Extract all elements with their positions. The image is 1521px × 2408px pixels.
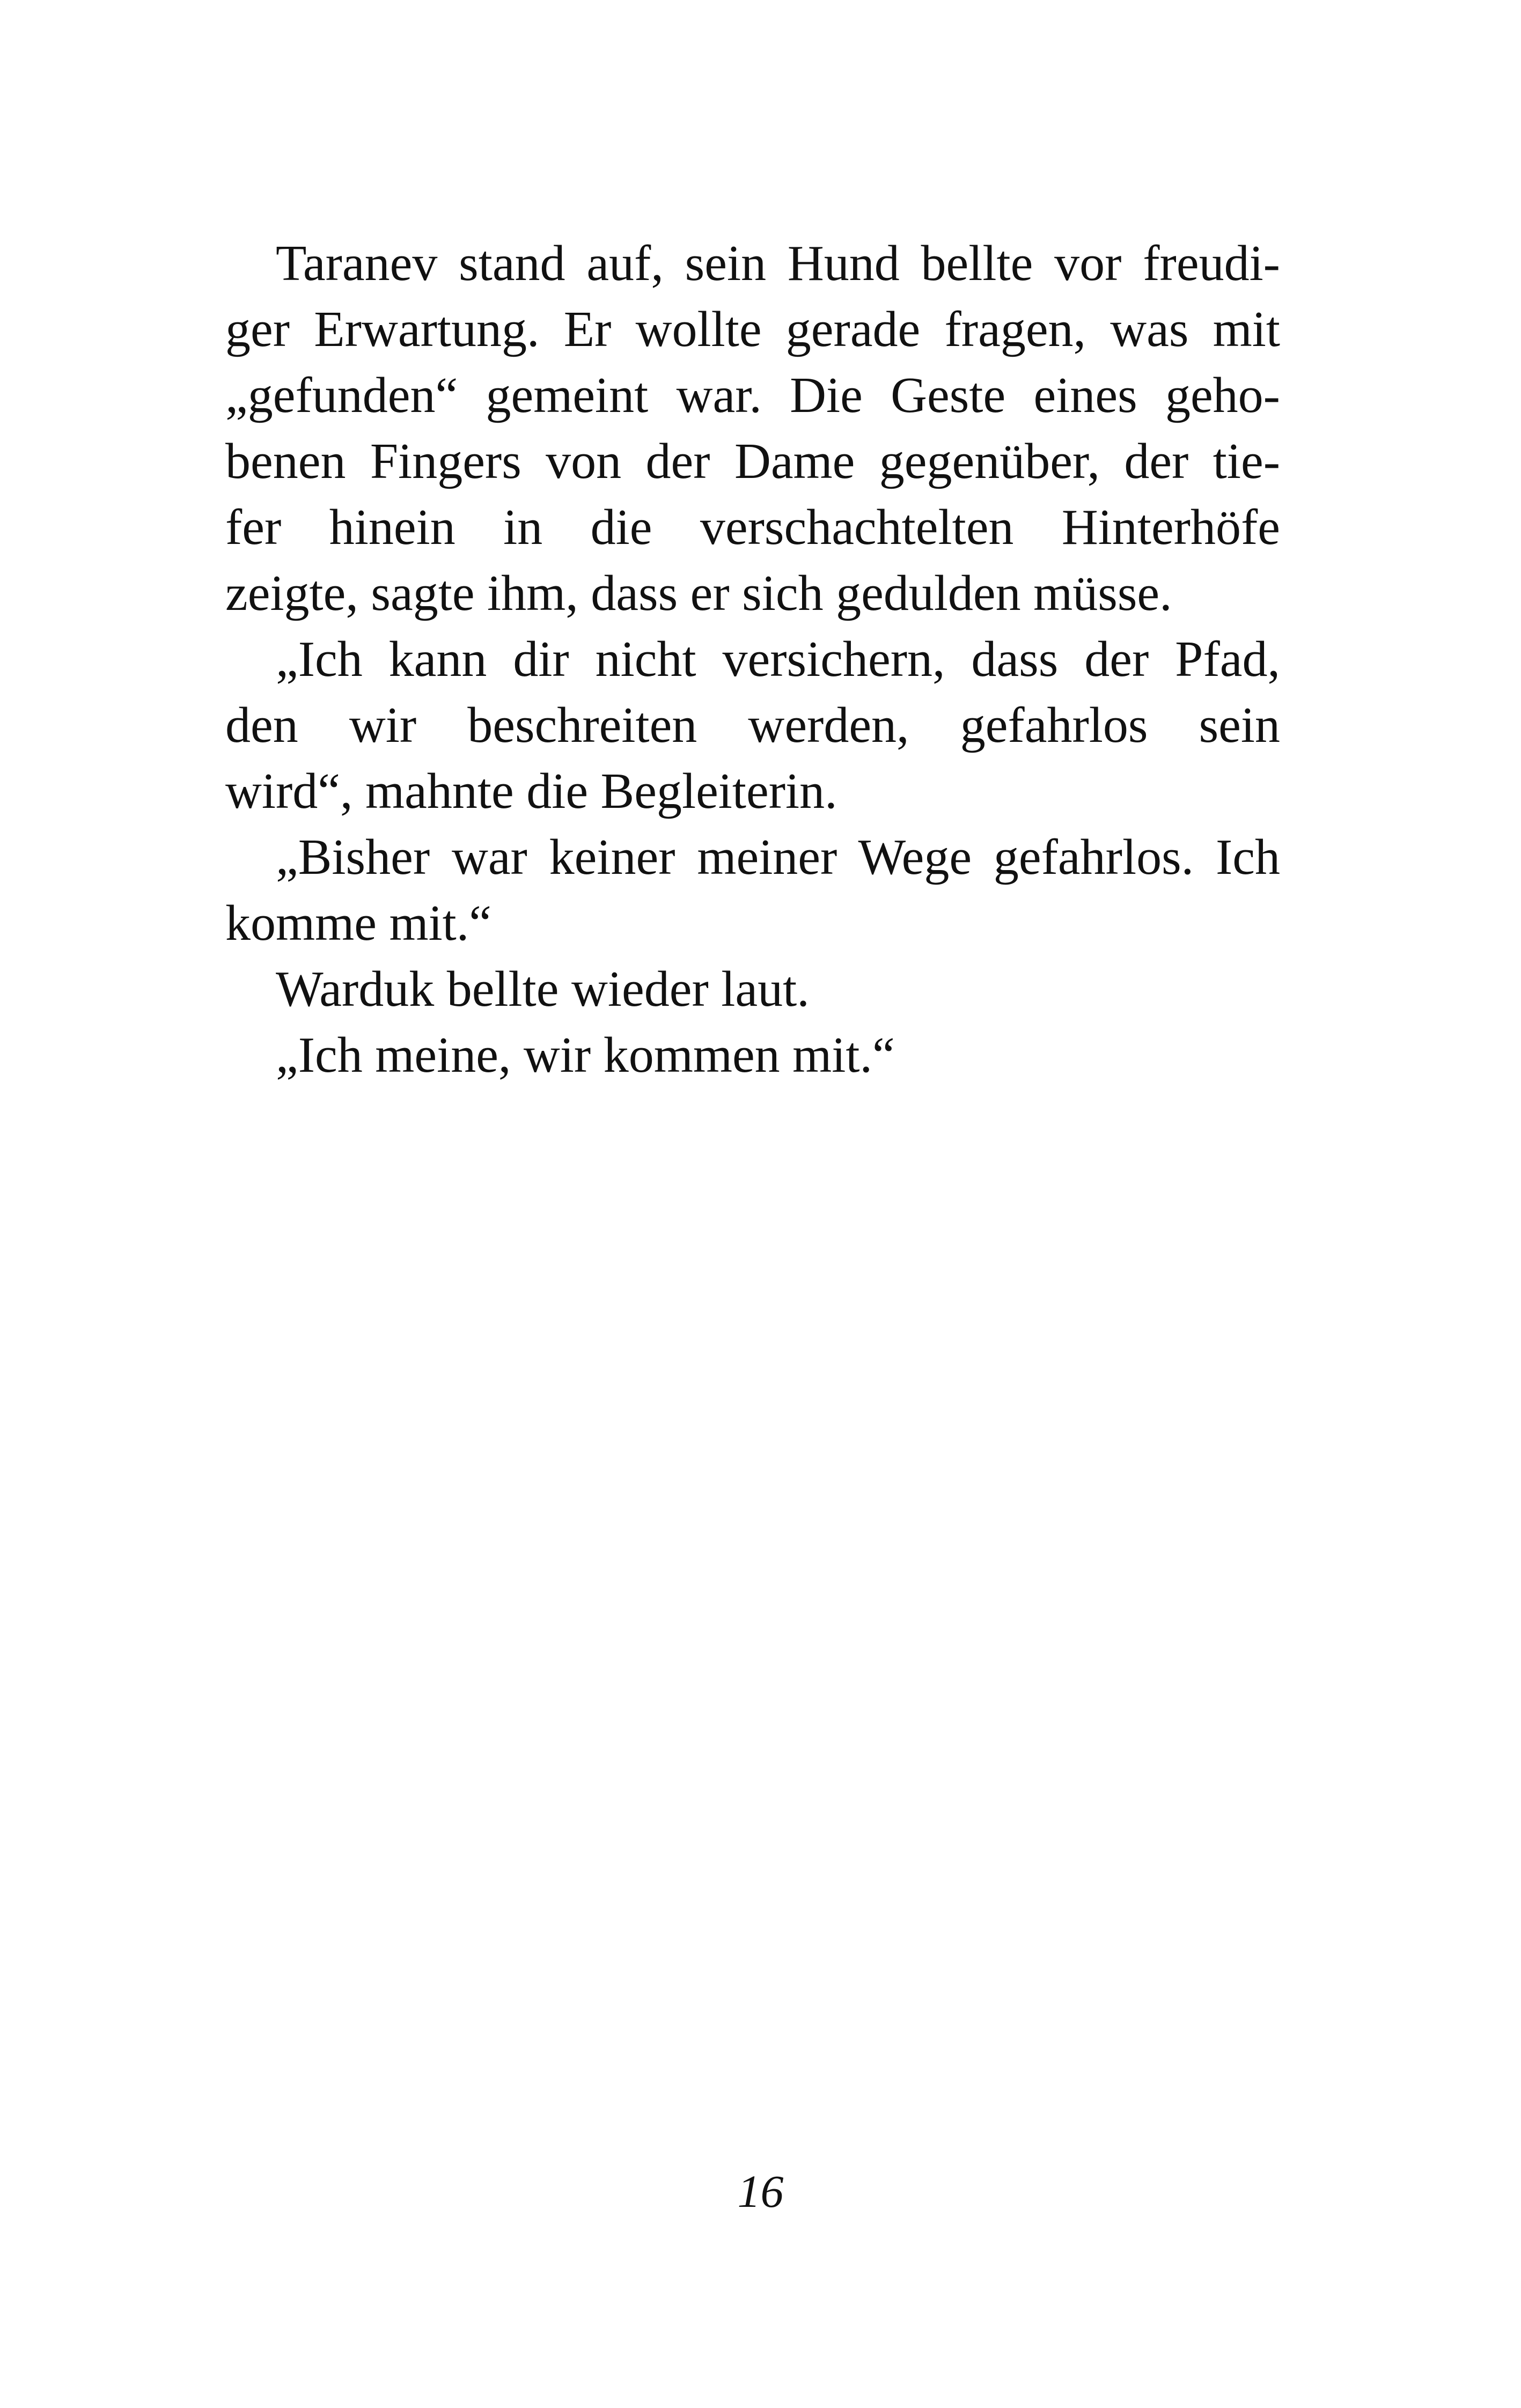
text-line: Taranev stand auf, sein Hund bellte vor freudi- bbox=[276, 235, 1280, 291]
text-line: wird“, mahnte die Begleiterin. bbox=[225, 763, 837, 819]
text-line: „Bisher war keiner meiner Wege gefahrlos. Ich bbox=[276, 829, 1280, 885]
text-line: fer hinein in die verschachtelten Hinterhöfe bbox=[225, 499, 1280, 555]
page-number: 16 bbox=[737, 2166, 784, 2217]
text-line: „Ich meine, wir kommen mit.“ bbox=[276, 1027, 895, 1083]
text-line: Warduk bellte wieder laut. bbox=[276, 961, 810, 1017]
body-text bbox=[225, 231, 1280, 1088]
text-line: „Ich kann dir nicht versichern, dass der Pfad, bbox=[276, 631, 1280, 687]
text-line: benen Fingers von der Dame gegenüber, der tie- bbox=[225, 433, 1280, 489]
text-line: komme mit.“ bbox=[225, 895, 492, 951]
text-line: zeigte, sagte ihm, dass er sich gedulden müsse. bbox=[225, 565, 1172, 621]
text-line: „gefunden“ gemeint war. Die Geste eines geho- bbox=[225, 367, 1280, 423]
text-line: den wir beschreiten werden, gefahrlos sein bbox=[225, 697, 1280, 753]
text-line: ger Erwartung. Er wollte gerade fragen, was mit bbox=[225, 301, 1280, 357]
